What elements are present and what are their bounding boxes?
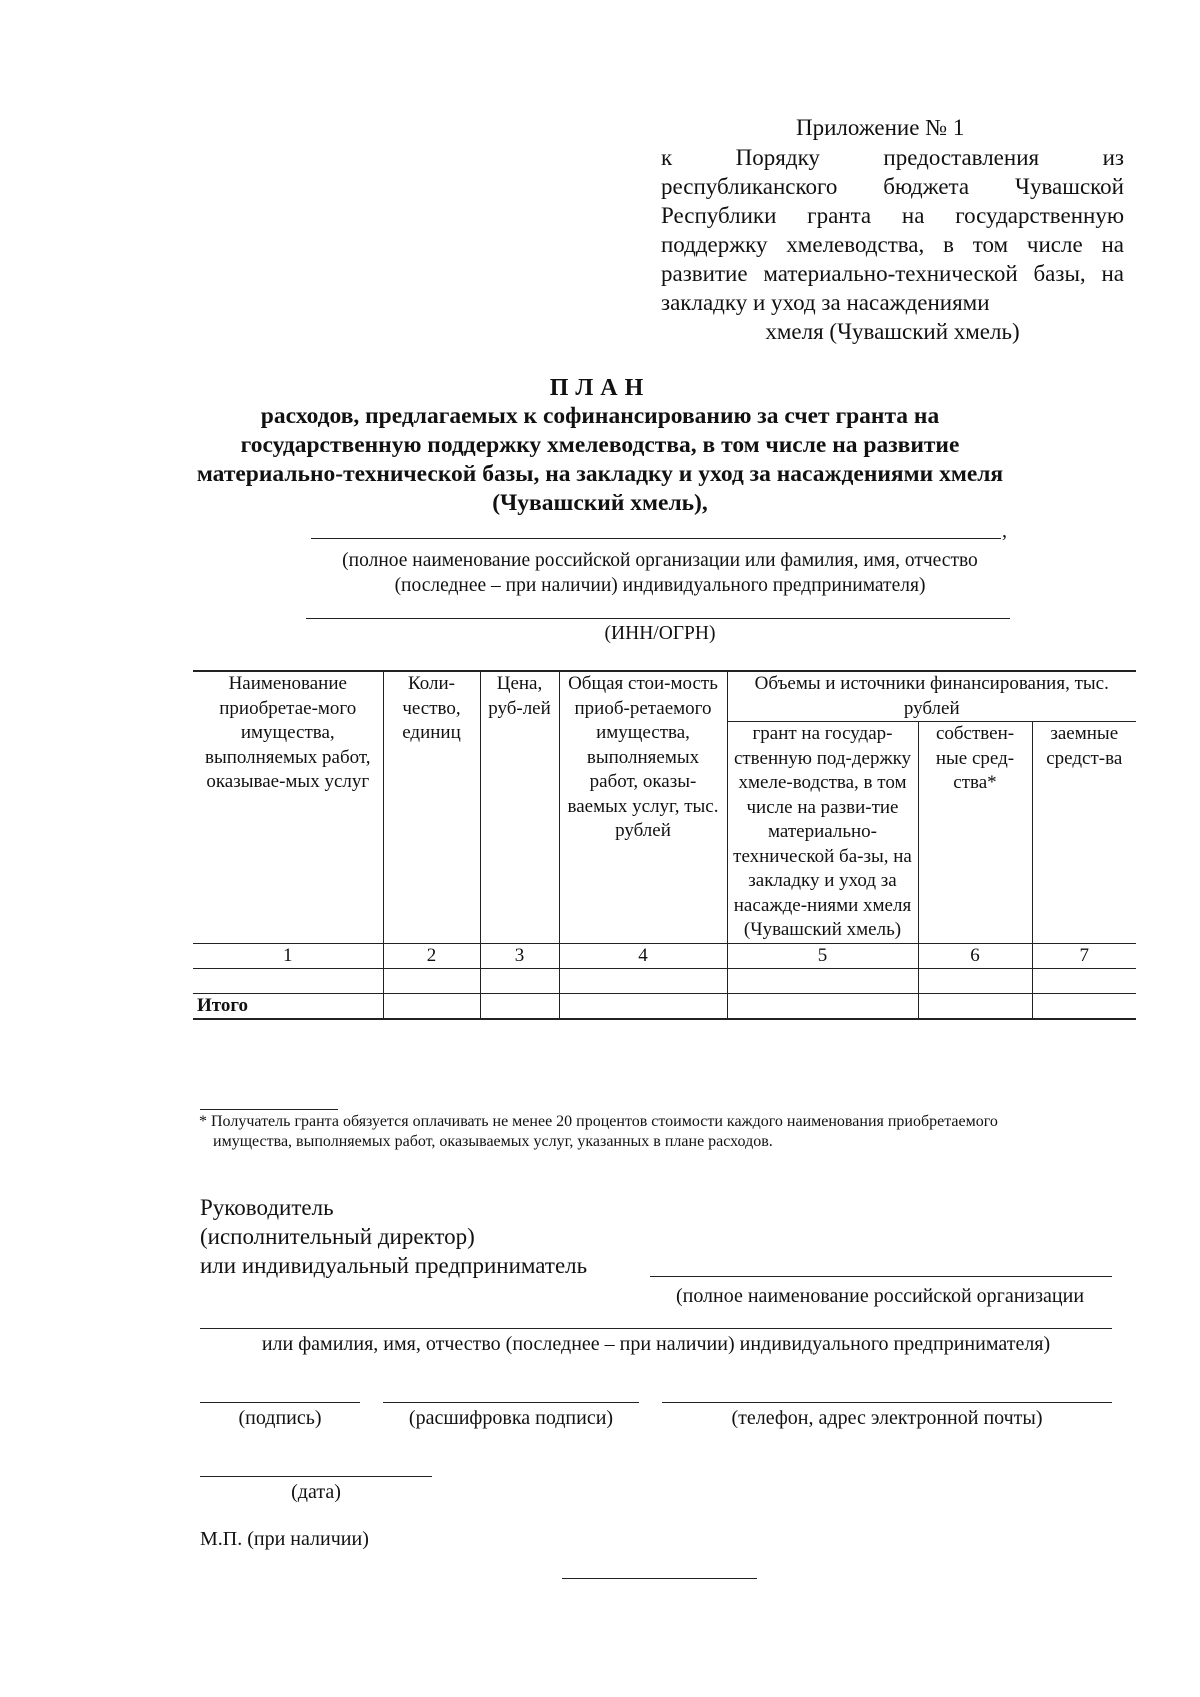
org-name-caption: (полное наименование российской организации или фамилия, имя, отчество (последнее – при наличии) индивидуального предпринимателя): [342, 550, 978, 596]
footnote-rule: [200, 1109, 338, 1110]
col-header-own-funds: собствен-ные сред-ства*: [918, 722, 1032, 944]
total-label: Итого: [193, 993, 383, 1019]
column-number: 6: [918, 943, 1032, 968]
fio-line[interactable]: [200, 1328, 1112, 1329]
fio-caption: или фамилия, имя, отчество (последнее – при наличии) индивидуального предпринимателя): [261, 1333, 1051, 1355]
footnote-line: * Получатель гранта обязуется оплачивать не менее 20 процентов стоимости каждого наименования приобретаемого: [199, 1113, 998, 1130]
table-cell[interactable]: [1032, 968, 1136, 993]
head-entrepreneur-title: или индивидуальный предприниматель: [200, 1253, 588, 1278]
head-exec-title: (исполнительный директор): [200, 1224, 475, 1249]
column-number: 4: [559, 943, 727, 968]
col-header-grant: грант на государ-ственную под-держку хмеле-водства, в том числе на разви-тие материально-технической ба-зы, на закладку и уход за насажде-ниями хмеля (Чувашский хмель): [727, 722, 918, 944]
plan-heading: ПЛАН: [549, 375, 651, 401]
inn-caption: (ИНН/ОГРН): [604, 623, 716, 644]
col-header-borrowed-funds: заемные средст-ва: [1032, 722, 1136, 944]
contact-caption: (телефон, адрес электронной почты): [731, 1407, 1043, 1429]
table-header-row: [193, 671, 1136, 722]
table-cell[interactable]: [559, 968, 727, 993]
plan-subtitle-line: государственную поддержку хмелеводства, в том числе на развитие: [240, 432, 960, 458]
column-number: 1: [193, 943, 383, 968]
date-line[interactable]: [200, 1476, 432, 1477]
column-number: 5: [727, 943, 918, 968]
col-header-quantity: Коли-чество, единиц: [383, 671, 480, 943]
column-number: 2: [383, 943, 480, 968]
stamp-note: М.П. (при наличии): [200, 1528, 369, 1550]
expense-plan-table: [193, 670, 1136, 1020]
signature-caption: (подпись): [238, 1407, 322, 1429]
appendix-body: к Порядку предоставления из республиканского бюджета Чувашской Республики гранта на государственную поддержку хмелеводства, в том числе на развитие материально-технической базы, на закладку и уход за насаждениями: [661, 145, 1124, 315]
signature-decode-line[interactable]: [383, 1402, 639, 1403]
org-name-line[interactable]: [311, 538, 1001, 539]
table-cell[interactable]: [559, 993, 727, 1019]
table-cell[interactable]: [383, 993, 480, 1019]
appendix-text: [661, 143, 1124, 346]
col-header-price: Цена, руб-лей: [480, 671, 559, 943]
inn-line[interactable]: [306, 618, 1010, 619]
col-header-total-cost: Общая стои-мость приоб-ретаемого имущества, выполняемых работ, оказы-ваемых услуг, тыс. рублей: [559, 671, 727, 943]
signature-line[interactable]: [200, 1402, 360, 1403]
column-number: 3: [480, 943, 559, 968]
org-signature-caption: (полное наименование российской организации: [675, 1285, 1085, 1307]
org-name-comma: ,: [1002, 520, 1007, 542]
contact-line[interactable]: [662, 1402, 1112, 1403]
col-header-funding-sources: Объемы и источники финансирования, тыс. рублей: [727, 671, 1136, 722]
table-cell[interactable]: [918, 993, 1032, 1019]
footnote-line: имущества, выполняемых работ, оказываемых услуг, указанных в плане расходов.: [213, 1133, 773, 1150]
footnote: [199, 1112, 1129, 1152]
plan-subtitle: [150, 402, 1050, 518]
table-row: [193, 968, 1136, 993]
table-cell[interactable]: [193, 968, 383, 993]
total-row: [193, 993, 1136, 1019]
signature-decode-caption: (расшифровка подписи): [408, 1407, 614, 1429]
plan-subtitle-line: (Чувашский хмель),: [492, 490, 708, 516]
plan-subtitle-line: расходов, предлагаемых к софинансированию за счет гранта на: [260, 403, 940, 429]
table-cell[interactable]: [1032, 993, 1136, 1019]
table-cell[interactable]: [383, 968, 480, 993]
appendix-body-last: хмеля (Чувашский хмель): [765, 319, 1020, 344]
table-cell[interactable]: [918, 968, 1032, 993]
table-cell[interactable]: [727, 968, 918, 993]
table-cell[interactable]: [480, 993, 559, 1019]
date-caption: (дата): [291, 1481, 341, 1503]
column-number: 7: [1032, 943, 1136, 968]
col-header-name: Наименование приобретае-мого имущества, выполняемых работ, оказывае-мых услуг: [193, 671, 383, 943]
bottom-rule: [562, 1578, 757, 1579]
org-signature-line[interactable]: [650, 1276, 1112, 1277]
head-title: Руководитель: [200, 1195, 334, 1220]
table-cell[interactable]: [480, 968, 559, 993]
column-numbers-row: [193, 943, 1136, 968]
plan-subtitle-line: материально-технической базы, на закладку и уход за насаждениями хмеля: [196, 461, 1004, 487]
table-cell[interactable]: [727, 993, 918, 1019]
